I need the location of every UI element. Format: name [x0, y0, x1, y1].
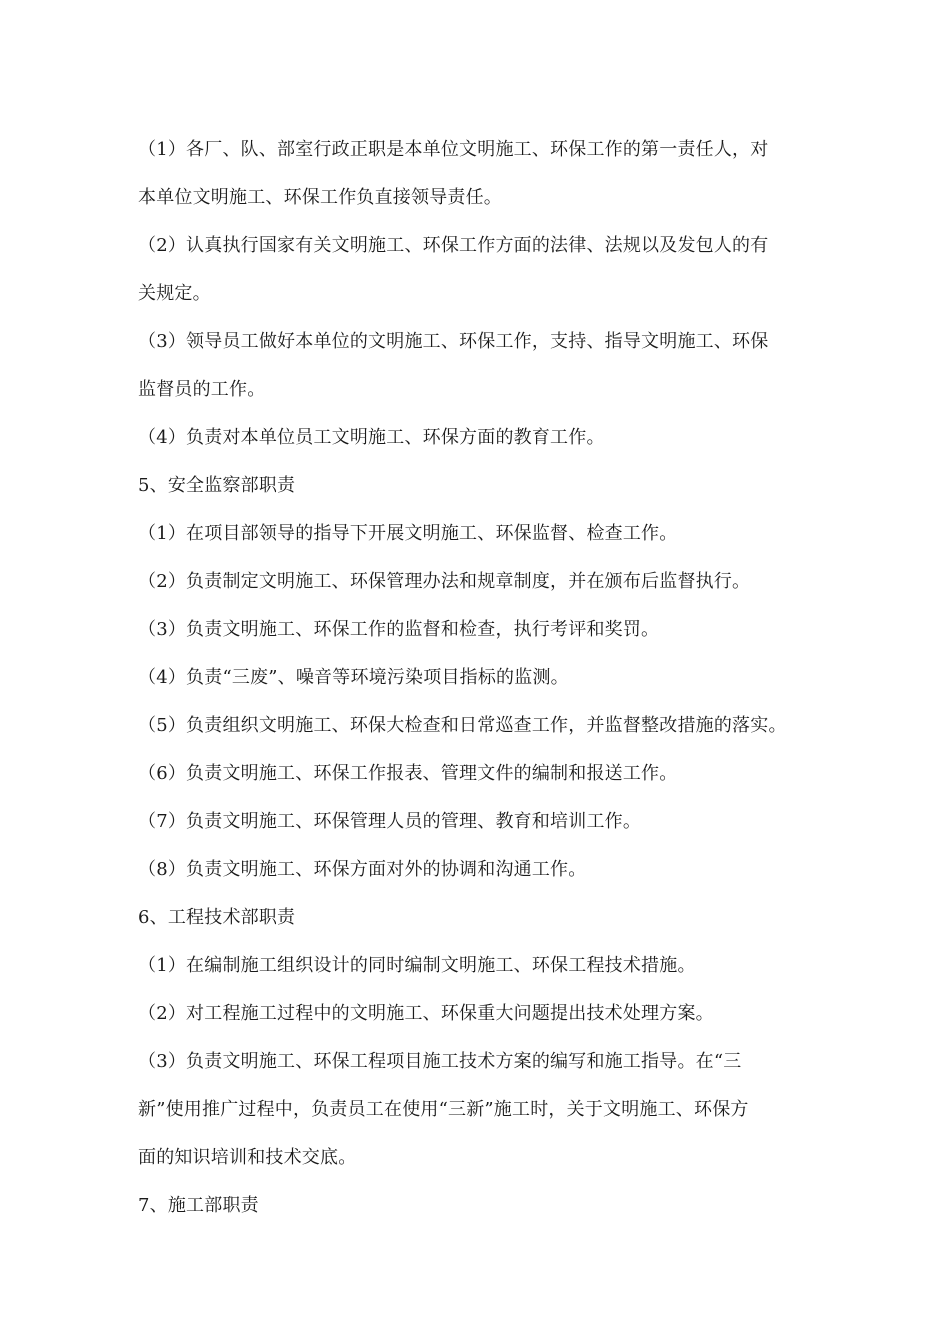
paragraph-line: （3）负责文明施工、环保工作的监督和检查，执行考评和奖罚。	[138, 619, 660, 640]
paragraph-line: （5）负责组织文明施工、环保大检查和日常巡查工作，并监督整改措施的落实。	[138, 715, 787, 736]
paragraph-line: （3）领导员工做好本单位的文明施工、环保工作，支持、指导文明施工、环保	[138, 331, 769, 352]
paragraph-line: （6）负责文明施工、环保工作报表、管理文件的编制和报送工作。	[138, 763, 678, 784]
section-heading: 7、施工部职责	[138, 1195, 259, 1216]
paragraph-line: （8）负责文明施工、环保方面对外的协调和沟通工作。	[138, 859, 587, 880]
paragraph-line: 本单位文明施工、环保工作负直接领导责任。	[138, 187, 502, 208]
paragraph-line: （1）各厂、队、部室行政正职是本单位文明施工、环保工作的第一责任人，对	[138, 139, 769, 160]
section-heading: 6、工程技术部职责	[138, 907, 296, 928]
paragraph-line: （3）负责文明施工、环保工程项目施工技术方案的编写和施工指导。在“三	[138, 1051, 742, 1072]
paragraph-line: （7）负责文明施工、环保管理人员的管理、教育和培训工作。	[138, 811, 642, 832]
paragraph-line: （4）负责“三废”、噪音等环境污染项目指标的监测。	[138, 667, 569, 688]
paragraph-line: 关规定。	[138, 283, 211, 304]
paragraph-line: （2）对工程施工过程中的文明施工、环保重大问题提出技术处理方案。	[138, 1003, 714, 1024]
paragraph-line: 面的知识培训和技术交底。	[138, 1147, 357, 1168]
paragraph-line: （2）负责制定文明施工、环保管理办法和规章制度，并在颁布后监督执行。	[138, 571, 751, 592]
paragraph-line: （1）在项目部领导的指导下开展文明施工、环保监督、检查工作。	[138, 523, 678, 544]
paragraph-line: 新”使用推广过程中，负责员工在使用“三新”施工时，关于文明施工、环保方	[138, 1099, 749, 1120]
paragraph-line: （4）负责对本单位员工文明施工、环保方面的教育工作。	[138, 427, 605, 448]
paragraph-line: 监督员的工作。	[138, 379, 266, 400]
paragraph-line: （2）认真执行国家有关文明施工、环保工作方面的法律、法规以及发包人的有	[138, 235, 769, 256]
section-heading: 5、安全监察部职责	[138, 475, 296, 496]
paragraph-line: （1）在编制施工组织设计的同时编制文明施工、环保工程技术措施。	[138, 955, 696, 976]
